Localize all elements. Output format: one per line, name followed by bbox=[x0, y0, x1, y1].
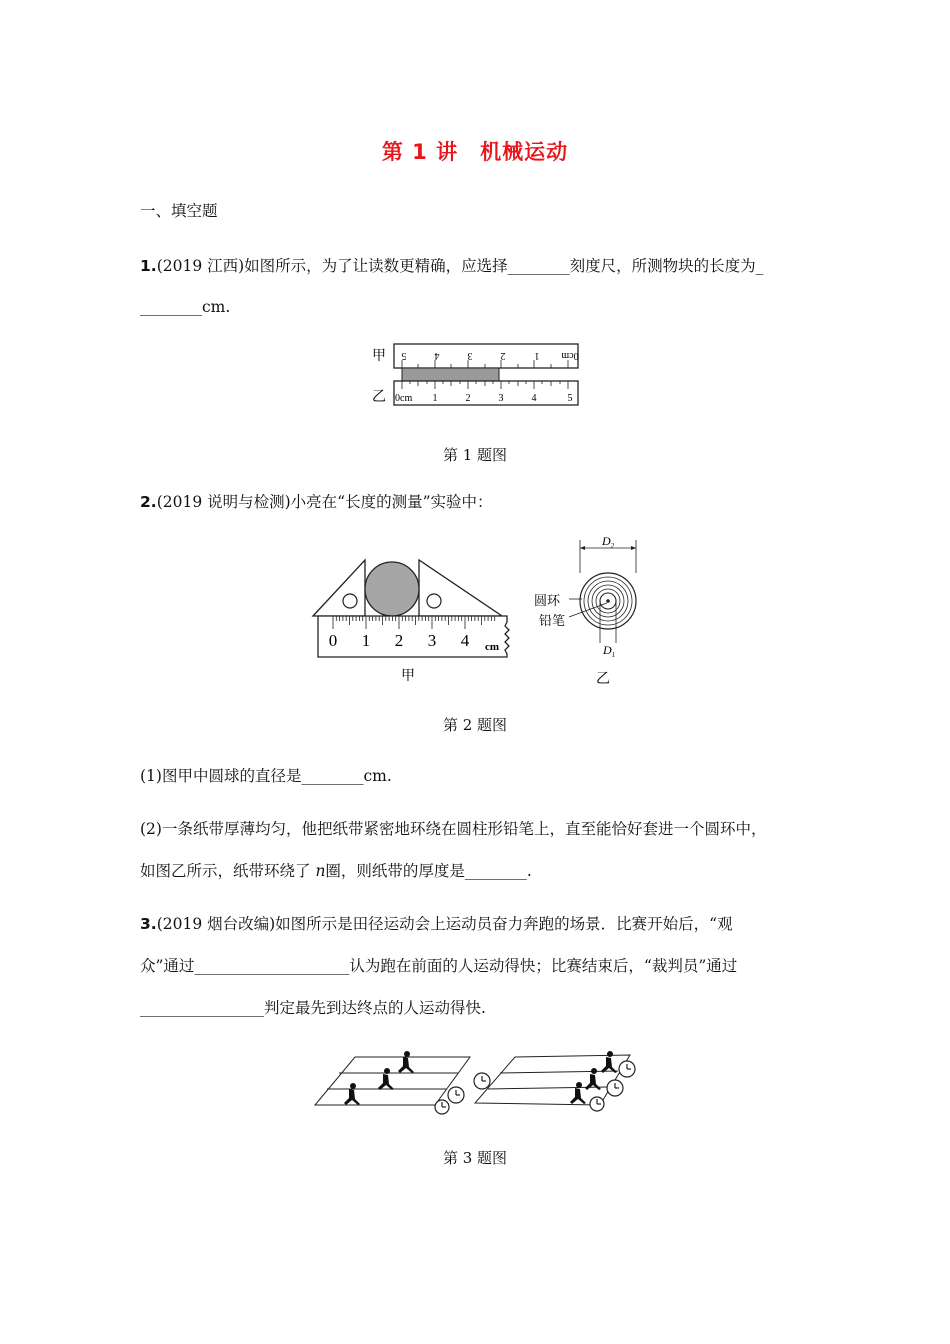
section-heading: 一、填空题 bbox=[140, 202, 218, 220]
right-triangle-hole bbox=[427, 594, 441, 608]
ruler-a-tick-2: 2 bbox=[394, 631, 404, 650]
q2-sub1: (1)图甲中圆球的直径是________cm. bbox=[140, 767, 392, 785]
ruler-bottom-tick-0: 0cm bbox=[395, 393, 413, 404]
q2-sub2-variable-n: n bbox=[315, 862, 326, 880]
d1-letter: D bbox=[603, 643, 612, 657]
clock-right-3 bbox=[590, 1097, 604, 1111]
ruler-top-tick-3: 3 bbox=[467, 350, 473, 361]
d2-label bbox=[601, 534, 615, 550]
ruler-top bbox=[394, 344, 578, 368]
q1-line1 bbox=[140, 255, 763, 277]
ruler-bottom bbox=[394, 381, 578, 405]
ruler-top-tick-5: 5 bbox=[401, 350, 407, 361]
ruler-top-tick-2: 2 bbox=[500, 350, 506, 361]
pencil-label: 铅笔 bbox=[539, 613, 566, 628]
clock-left-2 bbox=[448, 1087, 464, 1103]
q3-line3: ________________判定最先到达终点的人运动得快. bbox=[140, 999, 486, 1017]
d2-letter: D bbox=[602, 534, 611, 548]
runner-4 bbox=[601, 1051, 617, 1073]
ruler-a bbox=[318, 616, 509, 657]
q1-ruler-figure bbox=[365, 338, 587, 410]
q3-track-figure bbox=[310, 1045, 640, 1115]
q2-number: 2. bbox=[140, 493, 157, 511]
ruler-a-tick-0: 0 bbox=[328, 631, 338, 650]
q1-caption: 第 1 题图 bbox=[442, 446, 508, 464]
d2-arrow-right bbox=[631, 546, 636, 550]
runner-6 bbox=[570, 1082, 586, 1104]
figure-a-label: 甲 bbox=[401, 669, 415, 684]
ruler-label-bottom: 乙 bbox=[372, 390, 386, 405]
q1-line2: ________cm. bbox=[140, 298, 231, 316]
left-triangle bbox=[313, 560, 365, 616]
q2-sub2-line1: (2)一条纸带厚薄均匀，他把纸带紧密地环绕在圆柱形铅笔上，直至能恰好套进一个圆环中， bbox=[140, 820, 767, 838]
clock-left-3 bbox=[435, 1100, 449, 1114]
runner-1 bbox=[398, 1051, 414, 1073]
clock-right-2 bbox=[607, 1080, 623, 1096]
d2-subscript: 2 bbox=[610, 542, 615, 550]
q1-text: (2019 江西)如图所示，为了让读数更精确，应选择________刻度尺，所测物块的长度为_ bbox=[156, 257, 764, 275]
d1-subscript: 1 bbox=[611, 651, 616, 659]
q3-line1 bbox=[140, 913, 733, 935]
ruler-top-tick-4: 4 bbox=[434, 350, 440, 361]
q2-figure-a bbox=[310, 540, 520, 685]
q2-sub2-line2 bbox=[140, 860, 532, 882]
ruler-bottom-tick-5: 5 bbox=[567, 393, 573, 404]
page-title: 第 1 讲 机械运动 bbox=[381, 140, 569, 164]
ruler-a-tick-3: 3 bbox=[427, 631, 437, 650]
ruler-label-top: 甲 bbox=[372, 349, 386, 364]
clock-left-1 bbox=[474, 1073, 490, 1089]
runner-2 bbox=[378, 1068, 394, 1090]
ruler-a-tick-4: 4 bbox=[460, 631, 470, 650]
ruler-bottom-tick-3: 3 bbox=[498, 393, 504, 404]
left-triangle-hole bbox=[343, 594, 357, 608]
ruler-bottom-tick-1: 1 bbox=[432, 393, 438, 404]
q2-caption: 第 2 题图 bbox=[442, 716, 508, 734]
left-track bbox=[315, 1057, 470, 1105]
q2-sub2-text-b: 圈，则纸带的厚度是________. bbox=[325, 862, 532, 880]
ruler-a-tick-1: 1 bbox=[361, 631, 371, 650]
figure-b-label: 乙 bbox=[596, 672, 610, 687]
q2-text: (2019 说明与检测)小亮在“长度的测量”实验中： bbox=[156, 493, 493, 511]
measured-block bbox=[402, 368, 499, 381]
ring-label: 圆环 bbox=[534, 593, 561, 608]
ruler-top-tick-0: 0cm bbox=[561, 350, 579, 361]
runner-3 bbox=[344, 1083, 360, 1105]
q3-caption: 第 3 题图 bbox=[442, 1149, 508, 1167]
q2-line1 bbox=[140, 491, 493, 513]
ruler-bottom-tick-4: 4 bbox=[531, 393, 537, 404]
ruler-bottom-tick-2: 2 bbox=[465, 393, 471, 404]
d1-label bbox=[602, 643, 615, 659]
q1-number: 1. bbox=[140, 257, 157, 275]
q2-figure-b bbox=[525, 533, 655, 688]
pencil-center bbox=[606, 599, 610, 603]
ruler-top-tick-1: 1 bbox=[534, 350, 540, 361]
ruler-a-unit: cm bbox=[485, 641, 500, 653]
ball bbox=[365, 562, 419, 616]
clock-right-1 bbox=[619, 1061, 635, 1077]
q2-sub2-text-a: 如图乙所示，纸带环绕了 bbox=[140, 862, 316, 880]
q3-number: 3. bbox=[140, 915, 157, 933]
q3-text: (2019 烟台改编)如图所示是田径运动会上运动员奋力奔跑的场景．比赛开始后，“观 bbox=[156, 915, 733, 933]
d2-arrow-left bbox=[580, 546, 585, 550]
q3-line2: 众”通过____________________认为跑在前面的人运动得快；比赛结束后，“裁判员”通过 bbox=[140, 957, 738, 975]
